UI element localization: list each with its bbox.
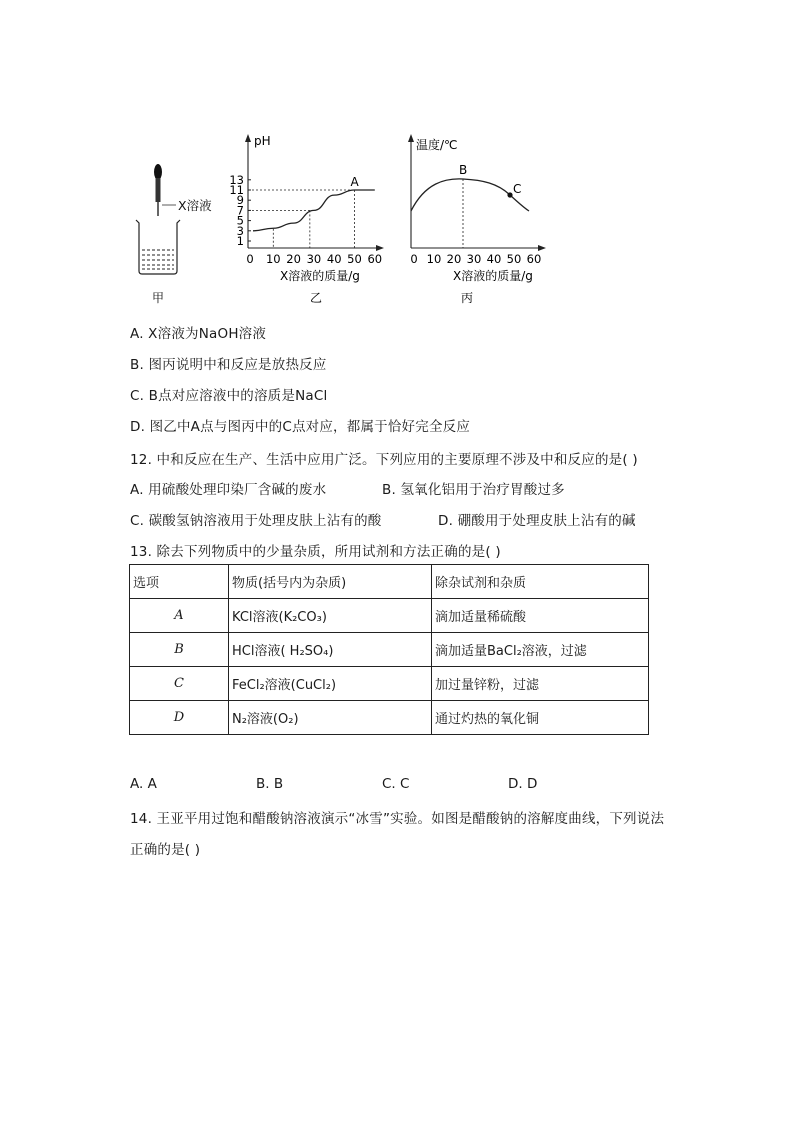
ph-curve: [253, 190, 375, 231]
temp-label-c: C: [513, 182, 522, 196]
temp-label-b: B: [459, 163, 468, 177]
table-row: [130, 599, 649, 633]
ph-ylabel: pH: [254, 134, 271, 148]
table-cell-method: 通过灼热的氧化铜: [432, 701, 649, 735]
table-cell-substance: FeCl₂溶液(CuCl₂): [229, 667, 432, 701]
temp-point-c: [507, 192, 512, 197]
ph-xtick-label: 60: [367, 252, 383, 266]
dropper-tube: [156, 178, 161, 202]
q11-option-a[interactable]: A. X溶液为NaOH溶液: [130, 326, 267, 342]
temp-xtick-label: 50: [506, 252, 522, 266]
q12-option-d[interactable]: D. 硼酸用于处理皮肤上沾有的碱: [438, 513, 636, 529]
q13-table: [129, 564, 649, 735]
table-cell-substance: N₂溶液(O₂): [229, 701, 432, 735]
table-cell-option: C: [130, 667, 229, 701]
q12-option-b[interactable]: B. 氢氧化铝用于治疗胃酸过多: [382, 482, 565, 498]
temp-xtick-label: 0: [410, 252, 418, 266]
ph-ytick-label: 11: [229, 183, 244, 197]
q11-option-d[interactable]: D. 图乙中A点与图丙中的C点对应，都属于恰好完全反应: [130, 419, 471, 435]
table-cell-option: A: [130, 599, 229, 633]
beaker-diagram: [136, 164, 212, 305]
temp-xlabel: X溶液的质量/g: [453, 269, 533, 283]
caption-yi: 乙: [310, 291, 323, 305]
table-cell-option: B: [130, 633, 229, 667]
q12-stem: 12. 中和反应在生产、生活中应用广泛。下列应用的主要原理不涉及中和反应的是( ): [130, 452, 638, 468]
ph-ytick-label: 3: [236, 223, 244, 238]
table-header-cell: 物质(括号内为杂质): [229, 565, 432, 599]
table-cell-substance: KCl溶液(K₂CO₃): [229, 599, 432, 633]
ph-ytick-label: 7: [236, 203, 244, 218]
ph-xtick-label: 20: [286, 252, 301, 266]
ph-ytick-label: 5: [236, 213, 244, 228]
temp-xtick-label: 20: [446, 252, 462, 266]
ph-ytick-label: 13: [229, 172, 244, 187]
q14-stem-line1: 14. 王亚平用过饱和醋酸钠溶液演示“冰雪”实验。如图是醋酸钠的溶解度曲线，下列说法: [130, 811, 665, 827]
q13-answer-c[interactable]: C. C: [382, 776, 410, 792]
beaker-outline: [136, 220, 180, 274]
dropper-label: X溶液: [178, 198, 212, 213]
table-cell-substance: HCl溶液( H₂SO₄): [229, 633, 432, 667]
table-header-cell: 选项: [130, 565, 229, 599]
q12-option-c[interactable]: C. 碳酸氢钠溶液用于处理皮肤上沾有的酸: [130, 513, 382, 529]
q11-option-c[interactable]: C. B点对应溶液中的溶质是NaCl: [130, 388, 328, 404]
ph-xtick-label: 30: [306, 252, 322, 266]
table-cell-method: 滴加适量BaCl₂溶液，过滤: [432, 633, 649, 667]
ph-ytick-label: 1: [236, 234, 244, 248]
table-header-cell: 除杂试剂和杂质: [432, 565, 649, 599]
q13-answer-b[interactable]: B. B: [256, 776, 284, 792]
temp-ylabel: 温度/℃: [416, 138, 458, 152]
table-row: [130, 667, 649, 701]
experiment-figure: [130, 128, 560, 313]
ph-xtick-label: 50: [347, 252, 362, 266]
temp-xtick-label: 10: [426, 252, 442, 266]
ph-chart: [229, 134, 384, 305]
table-row: [130, 633, 649, 667]
caption-jia: 甲: [152, 291, 165, 305]
caption-bing: 丙: [461, 291, 474, 305]
ph-point-a: A: [350, 175, 359, 189]
ph-xlabel: X溶液的质量/g: [280, 269, 360, 283]
dropper-bulb: [154, 164, 162, 180]
q13-answer-a[interactable]: A. A: [130, 776, 157, 792]
temperature-chart: [408, 134, 546, 305]
figure-svg: [130, 128, 560, 313]
table-row: [130, 701, 649, 735]
q13-stem: 13. 除去下列物质中的少量杂质，所用试剂和方法正确的是( ): [130, 544, 501, 560]
table-cell-method: 加过量锌粉，过滤: [432, 667, 649, 701]
temp-xtick-label: 30: [466, 252, 482, 266]
q14-stem-line2: 正确的是( ): [130, 842, 201, 858]
q13-answer-d[interactable]: D. D: [508, 776, 538, 792]
ph-ytick-label: 9: [236, 193, 244, 208]
table-cell-option: D: [130, 701, 229, 735]
temp-xtick-label: 60: [526, 252, 542, 266]
ph-xtick-label: 0: [246, 252, 254, 266]
ph-xtick-label: 10: [265, 252, 281, 266]
table-cell-method: 滴加适量稀硫酸: [432, 599, 649, 633]
temp-xtick-label: 40: [486, 252, 502, 266]
ph-xtick-label: 40: [326, 252, 342, 266]
q11-option-b[interactable]: B. 图丙说明中和反应是放热反应: [130, 357, 327, 373]
q12-option-a[interactable]: A. 用硫酸处理印染厂含碱的废水: [130, 482, 327, 498]
table-header-row: [130, 565, 649, 599]
